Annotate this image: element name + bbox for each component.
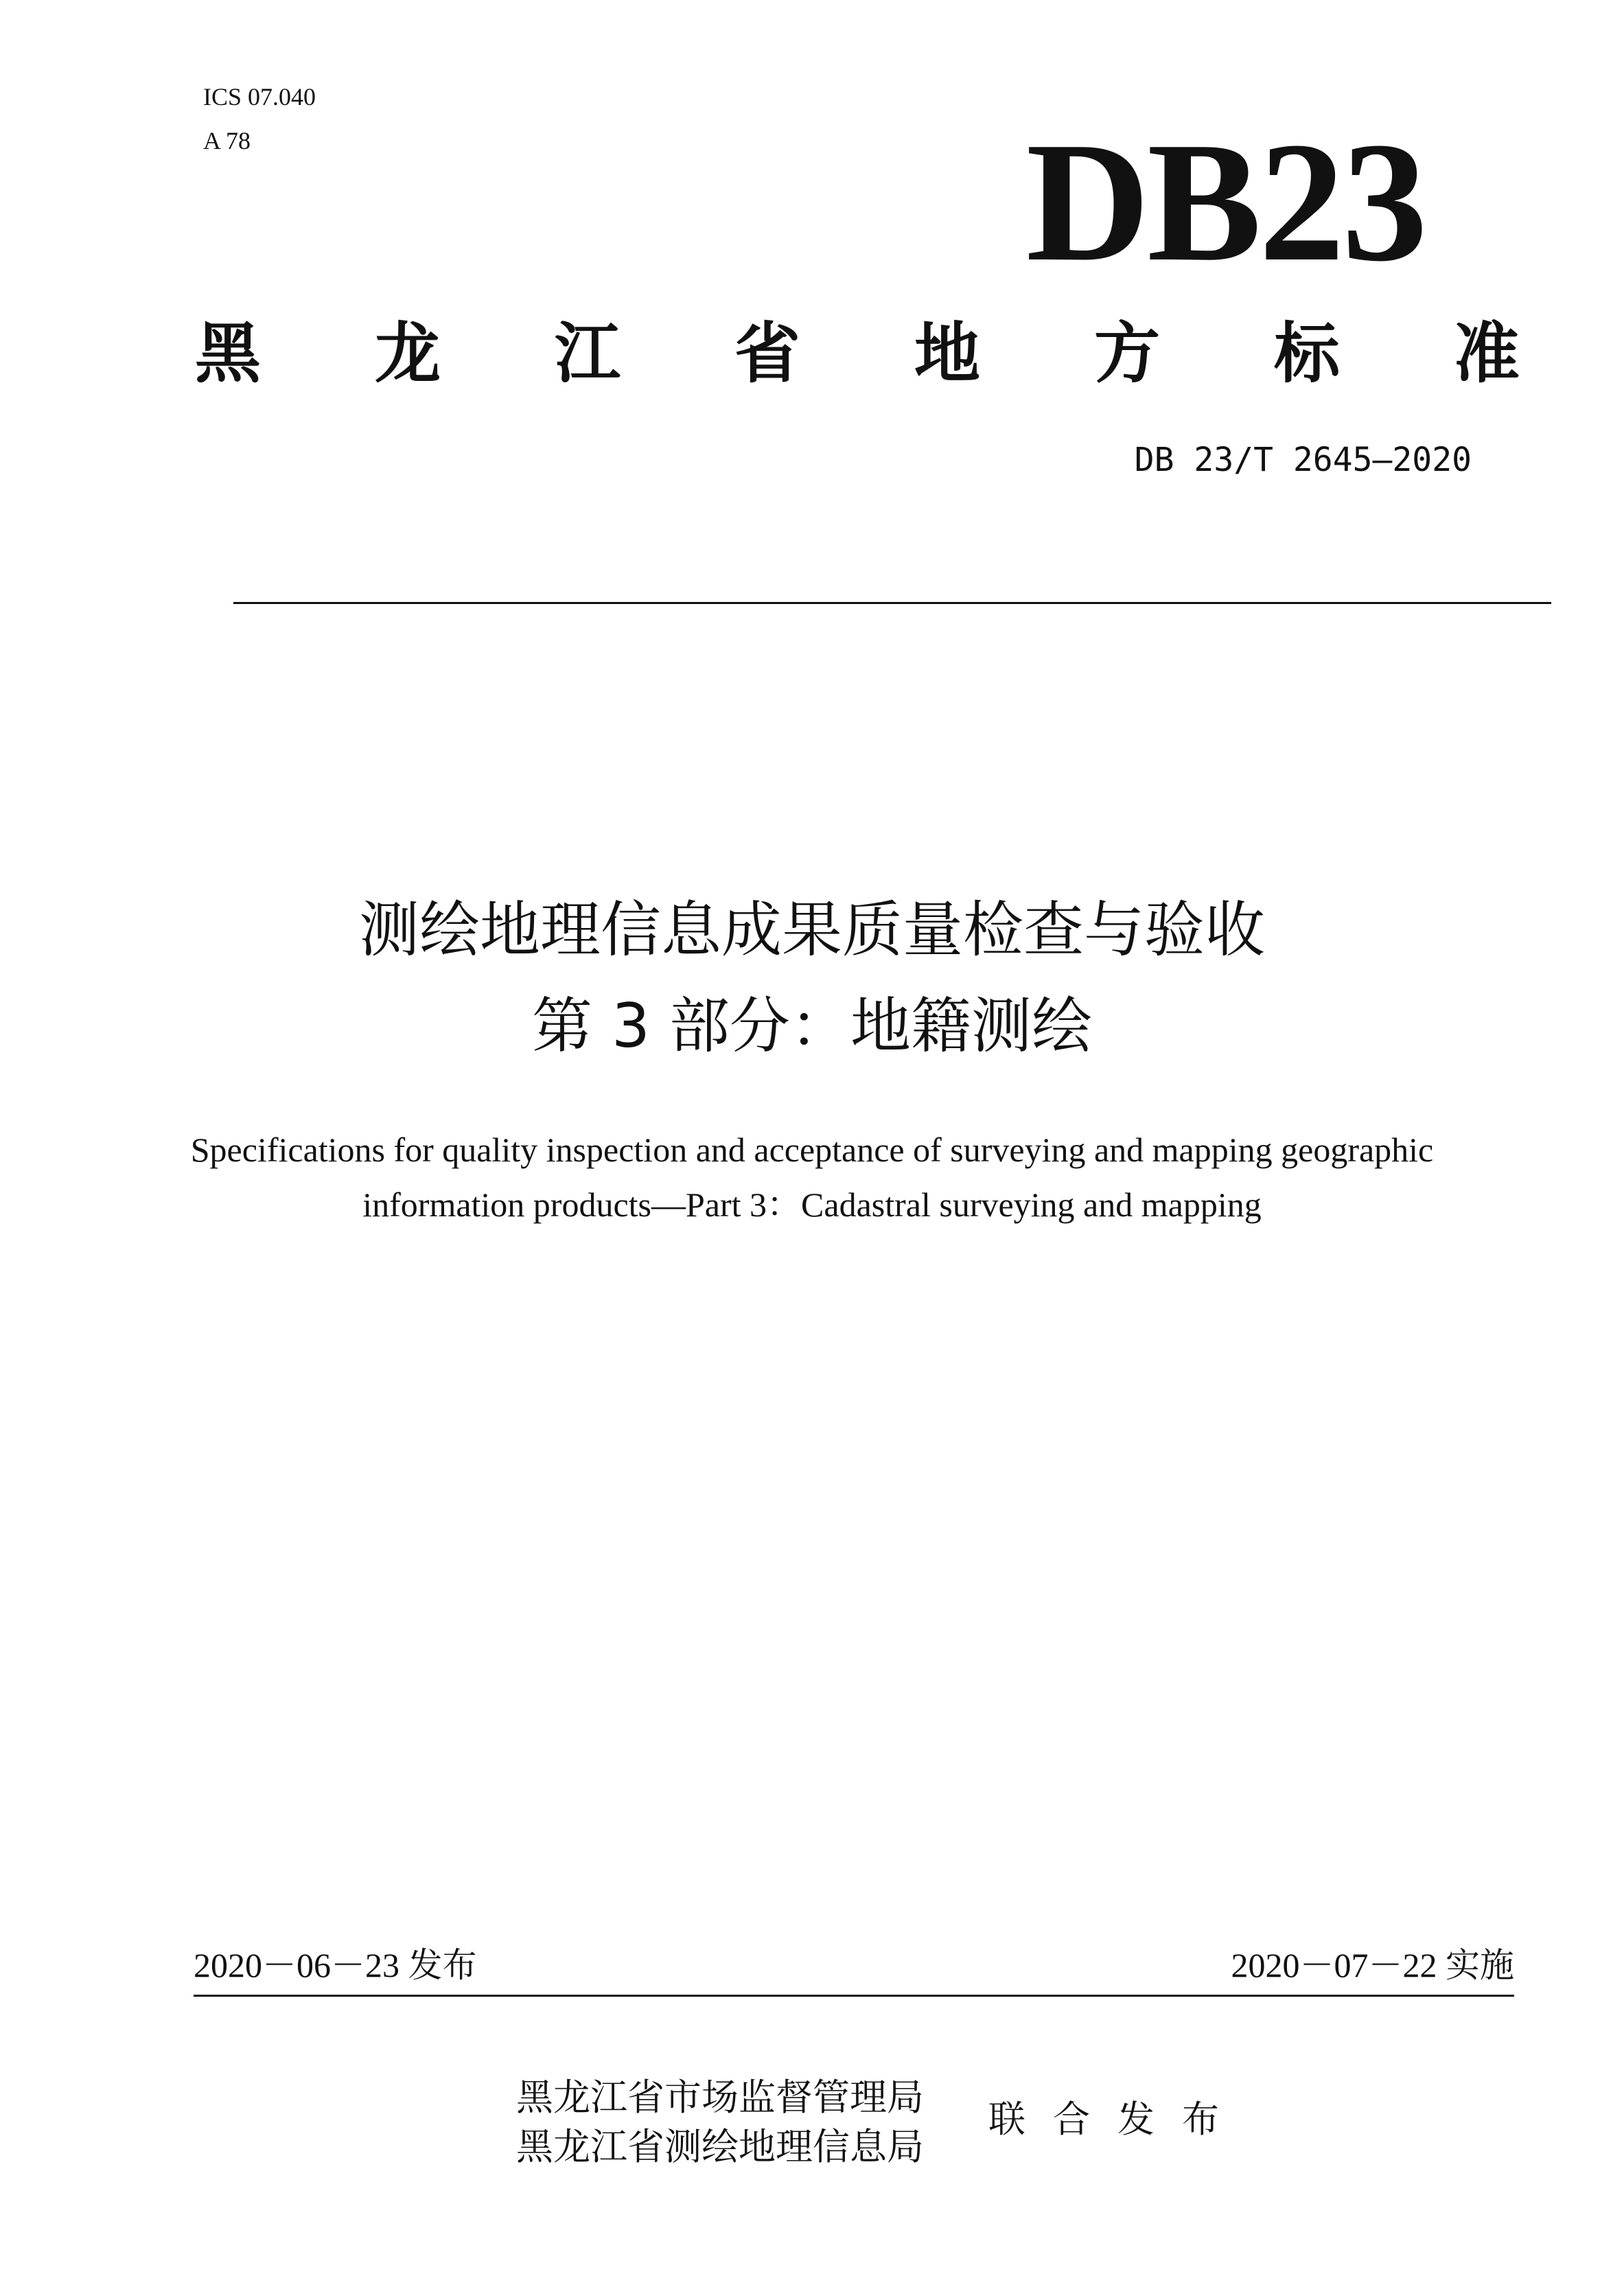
joint-issue: 联合发布 (988, 2098, 1246, 2141)
ccs-code: A 78 (203, 127, 251, 154)
title-en-line2: information products—Part 3：Cadastral surveying and mapping (362, 1185, 1262, 1224)
standard-type-char: 江 (555, 315, 620, 392)
title-en-line1: Specifications for quality inspection and acceptance of surveying and mapping geographic (190, 1130, 1434, 1169)
standard-type-char: 黑 (195, 315, 261, 392)
standard-type-char: 省 (734, 315, 800, 392)
standard-type-char: 方 (1094, 315, 1160, 392)
standard-type-char: 地 (914, 315, 980, 392)
db-logo: DB23 (1025, 107, 1425, 297)
implementation-date: 2020－07－22 实施 (1231, 1946, 1514, 1984)
standard-type-char: 标 (1274, 315, 1340, 392)
issuers (516, 2073, 924, 2172)
bottom-divider (194, 1995, 1514, 1997)
title-cn-line1: 测绘地理信息成果质量检查与验收 (358, 894, 1265, 965)
top-divider (233, 602, 1551, 604)
standard-type-char: 准 (1454, 315, 1520, 392)
ics-code: ICS 07.040 (203, 83, 316, 111)
title-cn-line2: 第 3 部分：地籍测绘 (532, 990, 1092, 1061)
standard-number: DB 23/T 2645—2020 (1134, 441, 1472, 479)
issuer: 黑龙江省测绘地理信息局 (516, 2125, 924, 2168)
issuer: 黑龙江省市场监督管理局 (516, 2076, 924, 2119)
standard-type-char: 龙 (375, 315, 441, 392)
standard-type (195, 316, 1520, 391)
issue-date: 2020－06－23 发布 (194, 1946, 477, 1984)
